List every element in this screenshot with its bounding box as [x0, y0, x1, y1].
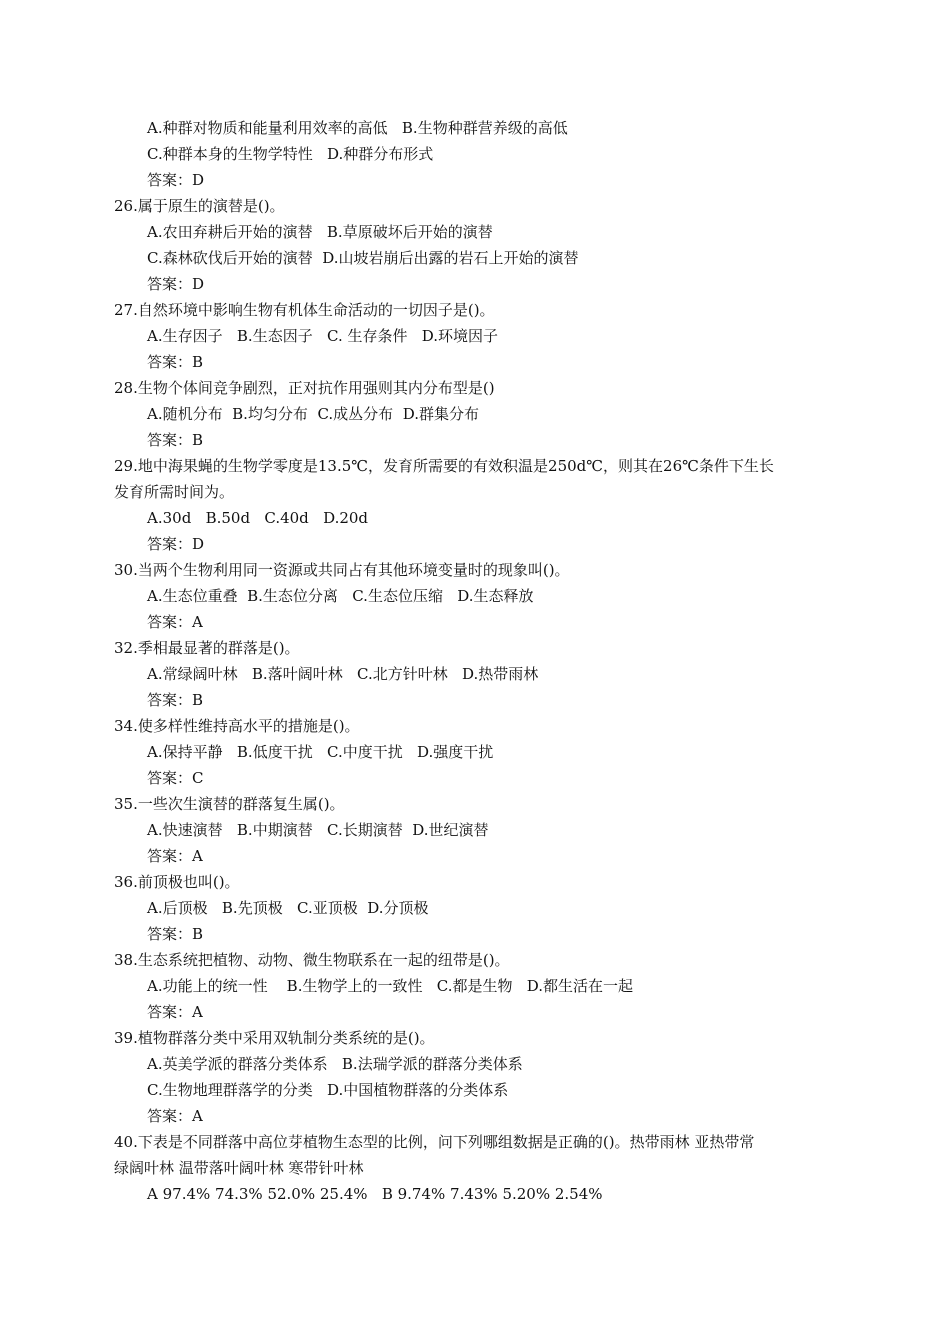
question-26-answer: 答案：D	[147, 275, 205, 293]
question-25-options-ab: A.种群对物质和能量利用效率的高低 B.生物种群营养级的高低	[147, 119, 568, 137]
question-26-options-ab: A.农田弃耕后开始的演替 B.草原破坏后开始的演替	[147, 223, 493, 241]
question-32-stem: 32.季相最显著的群落是()。	[114, 639, 300, 657]
question-25-answer: 答案：D	[147, 171, 205, 189]
question-38-stem: 38.生态系统把植物、动物、微生物联系在一起的纽带是()。	[114, 951, 510, 969]
question-29-options: A.30d B.50d C.40d D.20d	[147, 509, 369, 527]
question-34-stem: 34.使多样性维持高水平的措施是()。	[114, 717, 360, 735]
question-32-answer: 答案：B	[147, 691, 204, 709]
question-39-options-cd: C.生物地理群落学的分类 D.中国植物群落的分类体系	[147, 1081, 509, 1099]
question-39-stem: 39.植物群落分类中采用双轨制分类系统的是()。	[114, 1029, 435, 1047]
question-40-options: A 97.4% 74.3% 52.0% 25.4% B 9.74% 7.43% 5.20% 2.54%	[147, 1185, 603, 1203]
question-26-stem: 26.属于原生的演替是()。	[114, 197, 285, 215]
question-29-stem-line-2: 发育所需时间为。	[114, 483, 235, 501]
question-32-options: A.常绿阔叶林 B.落叶阔叶林 C.北方针叶林 D.热带雨林	[147, 665, 539, 683]
question-28-stem: 28.生物个体间竞争剧烈，正对抗作用强则其内分布型是()	[114, 379, 495, 397]
question-30-stem: 30.当两个生物利用同一资源或共同占有其他环境变量时的现象叫()。	[114, 561, 570, 579]
question-29-answer: 答案：D	[147, 535, 205, 553]
question-35-options: A.快速演替 B.中期演替 C.长期演替 D.世纪演替	[147, 821, 489, 839]
question-29-stem-line-1: 29.地中海果蝇的生物学零度是13.5℃，发育所需要的有效积温是250d℃，则其在26℃条件下生长	[114, 457, 774, 475]
question-30-answer: 答案：A	[147, 613, 203, 631]
question-30-options: A.生态位重叠 B.生态位分离 C.生态位压缩 D.生态释放	[147, 587, 534, 605]
question-38-answer: 答案：A	[147, 1003, 203, 1021]
question-38-options: A.功能上的统一性 B.生物学上的一致性 C.都是生物 D.都生活在一起	[147, 977, 634, 995]
question-28-answer: 答案：B	[147, 431, 204, 449]
question-36-options: A.后顶极 B.先顶极 C.亚顶极 D.分顶极	[147, 899, 429, 917]
question-34-options: A.保持平静 B.低度干扰 C.中度干扰 D.强度干扰	[147, 743, 494, 761]
question-28-options: A.随机分布 B.均匀分布 C.成丛分布 D.群集分布	[147, 405, 479, 423]
question-27-stem: 27.自然环境中影响生物有机体生命活动的一切因子是()。	[114, 301, 495, 319]
question-27-answer: 答案：B	[147, 353, 204, 371]
question-27-options: A.生存因子 B.生态因子 C. 生存条件 D.环境因子	[147, 327, 499, 345]
question-35-stem: 35.一些次生演替的群落复生属()。	[114, 795, 345, 813]
question-39-answer: 答案：A	[147, 1107, 203, 1125]
question-39-options-ab: A.英美学派的群落分类体系 B.法瑞学派的群落分类体系	[147, 1055, 523, 1073]
question-25-options-cd: C.种群本身的生物学特性 D.种群分布形式	[147, 145, 434, 163]
question-36-stem: 36.前顶极也叫()。	[114, 873, 240, 891]
question-34-answer: 答案：C	[147, 769, 204, 787]
question-26-options-cd: C.森林砍伐后开始的演替 D.山坡岩崩后出露的岩石上开始的演替	[147, 249, 579, 267]
question-40-stem-line-2: 绿阔叶林 温带落叶阔叶林 寒带针叶林	[114, 1159, 364, 1177]
question-36-answer: 答案：B	[147, 925, 204, 943]
question-40-stem-line-1: 40.下表是不同群落中高位芽植物生态型的比例，问下列哪组数据是正确的()。热带雨林 亚热带常	[114, 1133, 755, 1151]
question-35-answer: 答案：A	[147, 847, 203, 865]
